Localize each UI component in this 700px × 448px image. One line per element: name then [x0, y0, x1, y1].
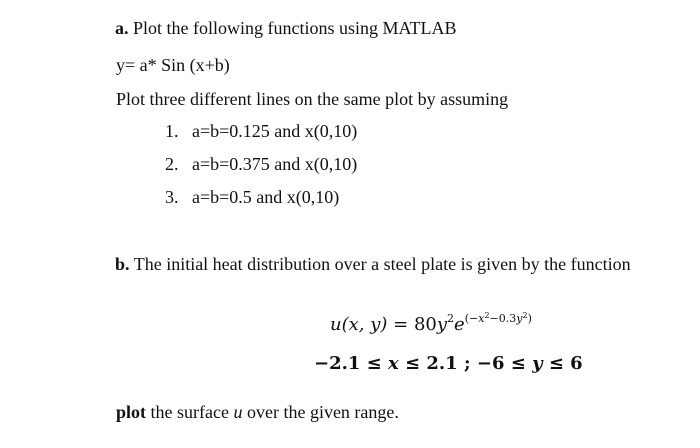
function-definition: y= a* Sin (x+b): [116, 55, 230, 75]
case-number: 2.: [165, 154, 179, 174]
heat-equation: [330, 312, 532, 334]
exponent-open: (−: [464, 312, 479, 325]
range-y-var: y: [532, 353, 543, 374]
domain-range: [314, 355, 583, 373]
part-a-heading-text: Plot the following functions using MATLAB: [133, 18, 457, 38]
equation-var-y: y: [436, 314, 448, 335]
equation-exponent: [465, 312, 532, 325]
case-item-1: [165, 122, 357, 140]
exponent-mid: −0.3: [489, 312, 517, 325]
part-b-heading-text: The initial heat distribution over a steel plate is given by the function: [133, 254, 631, 274]
final-mid-text: the surface: [146, 402, 234, 422]
case-text: a=b=0.375 and x(0,10): [192, 154, 358, 174]
exponent-y: y: [516, 312, 523, 325]
exponent-y-power: 2: [522, 311, 528, 320]
final-bold-word: plot: [116, 402, 147, 422]
equation-power: 2: [447, 312, 455, 325]
range-x-low: −2.1 ≤: [314, 353, 389, 374]
equation-lhs-fn: u: [330, 314, 342, 335]
exponent-x: x: [478, 312, 485, 325]
part-b-label: b.: [115, 254, 130, 274]
final-end-text: over the given range.: [242, 402, 399, 422]
equation-e: e: [454, 314, 465, 335]
equation-equals: =: [393, 314, 409, 335]
equation-lhs-args: (x, y): [341, 314, 388, 335]
range-x-var: x: [388, 353, 399, 374]
exponent-x-power: 2: [484, 311, 490, 320]
case-item-2: [165, 155, 357, 173]
case-text: a=b=0.5 and x(0,10): [192, 187, 340, 207]
case-number: 3.: [165, 187, 179, 207]
final-instruction: [116, 403, 399, 421]
range-x-high: ≤ 2.1 ; −6 ≤: [398, 353, 533, 374]
equation-coef: 80: [413, 314, 437, 335]
part-a-label: a.: [115, 18, 129, 38]
exponent-close: ): [527, 312, 532, 325]
range-y-high: ≤ 6: [542, 353, 583, 374]
instruction-text: Plot three different lines on the same plot by assuming: [116, 89, 509, 109]
part-b-heading: [115, 255, 631, 273]
case-item-3: [165, 188, 339, 206]
part-a-heading: [115, 19, 457, 37]
case-number: 1.: [165, 121, 179, 141]
final-variable: u: [233, 402, 243, 422]
case-text: a=b=0.125 and x(0,10): [192, 121, 358, 141]
